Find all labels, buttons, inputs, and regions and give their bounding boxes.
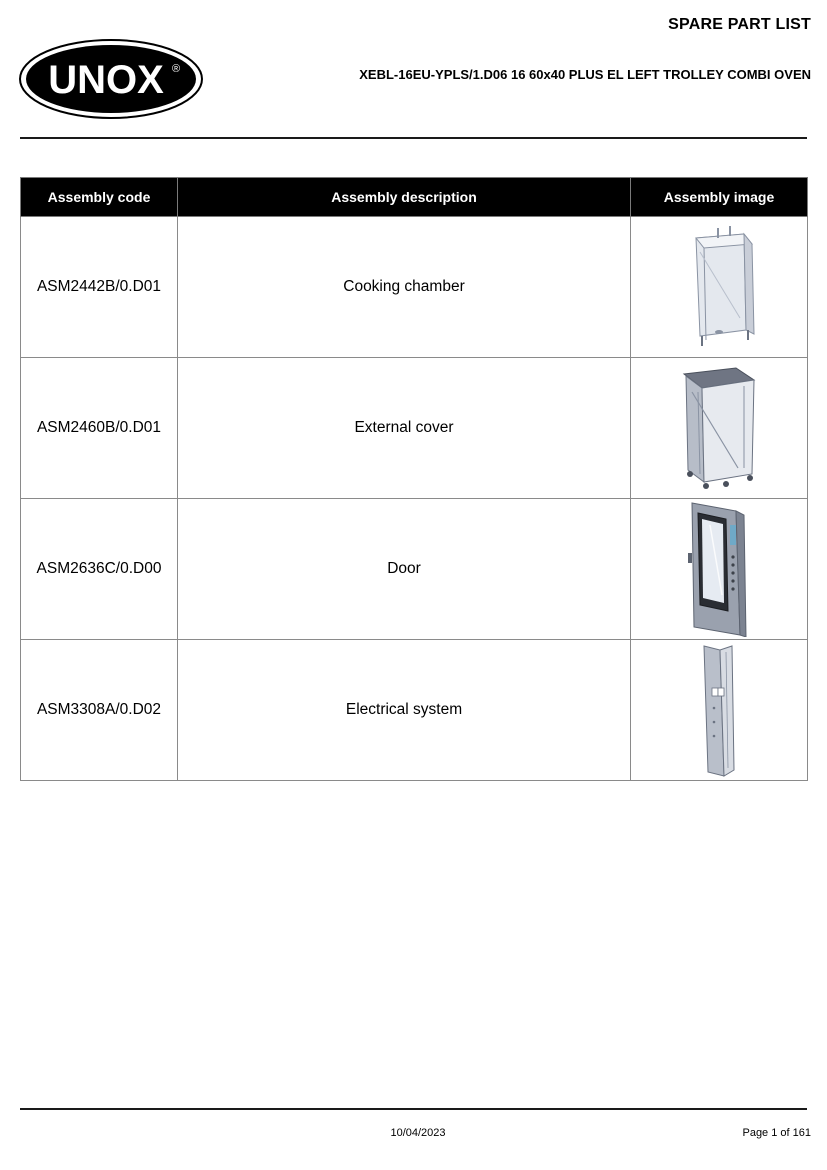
model-title: XEBL-16EU-YPLS/1.D06 16 60x40 PLUS EL LEFT TROLLEY COMBI OVEN [359, 67, 811, 82]
table-row [21, 640, 808, 781]
assembly-code: ASM3308A/0.D02 [21, 640, 178, 781]
svg-text:UNOX: UNOX [48, 58, 164, 102]
table-row [21, 217, 808, 358]
unox-logo [18, 38, 204, 120]
column-header-description: Assembly description [178, 178, 631, 217]
assembly-description: Door [178, 499, 631, 640]
footer-divider [20, 1108, 807, 1110]
column-header-image: Assembly image [631, 178, 808, 217]
assembly-image [631, 640, 808, 781]
assembly-description: Electrical system [178, 640, 631, 781]
table-row [21, 358, 808, 499]
assembly-image [631, 358, 808, 499]
assembly-table [20, 177, 808, 781]
assembly-description: Cooking chamber [178, 217, 631, 358]
document-title: SPARE PART LIST [668, 16, 811, 33]
assembly-code: ASM2460B/0.D01 [21, 358, 178, 499]
cooking-chamber-icon [674, 222, 764, 352]
svg-text:®: ® [171, 63, 181, 75]
column-header-code: Assembly code [21, 178, 178, 217]
external-cover-icon [674, 362, 764, 494]
table-row [21, 499, 808, 640]
assembly-image [631, 499, 808, 640]
header-divider [20, 137, 807, 139]
table-header-row [21, 178, 808, 217]
door-icon [674, 501, 764, 637]
page-number: Page 1 of 161 [742, 1127, 811, 1139]
assembly-image [631, 217, 808, 358]
electrical-system-icon [674, 642, 764, 778]
assembly-description: External cover [178, 358, 631, 499]
assembly-code: ASM2636C/0.D00 [21, 499, 178, 640]
footer-date: 10/04/2023 [390, 1127, 446, 1139]
assembly-code: ASM2442B/0.D01 [21, 217, 178, 358]
